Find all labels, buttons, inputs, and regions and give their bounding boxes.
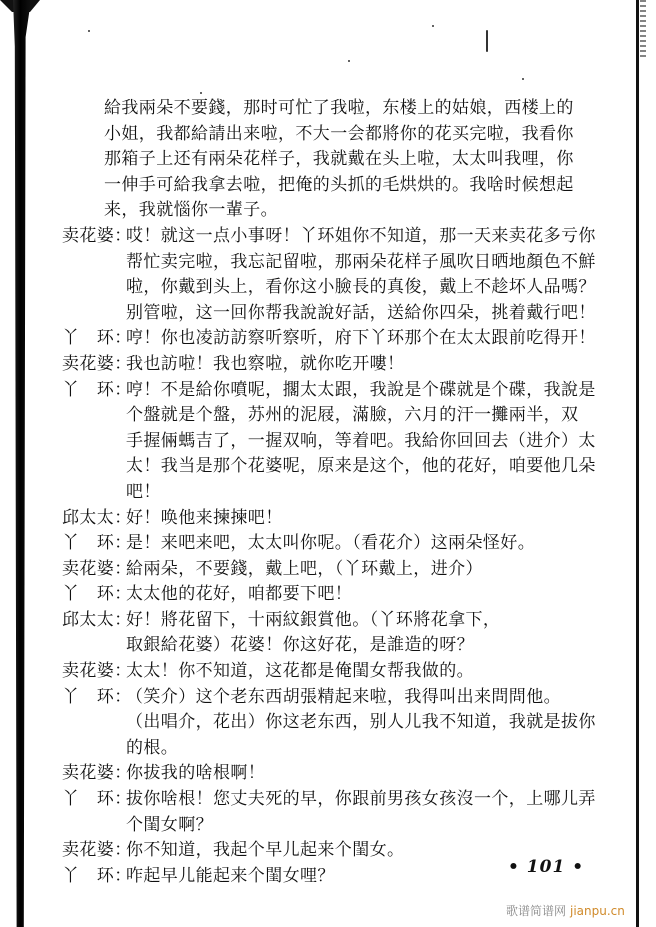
speech-text: 咋起早儿能起来个閨女哩？ [126,865,335,886]
dialogue-turn [62,787,632,838]
speech-continuation: 的根。 [126,737,179,758]
dialogue-turn [62,531,632,557]
dialogue-line [62,582,632,608]
speech-text: 我也訪啦！我也察啦，就你吃开嘍！ [126,353,405,374]
speech-text: 好！唤他来揀揀吧！ [126,507,283,528]
speech-text: 哎！就这一点小事呀！丫环姐你不知道，那一天来卖花多亏你 [126,225,596,246]
speech-continuation: 个盤就是个盤，苏州的泥屐，滿臉，六月的汗一攤兩半，双 [126,405,579,426]
dialogue-turn [62,352,632,378]
dialogue-line [62,352,632,378]
speaker-name: 卖花婆： [62,353,132,374]
text-line: 小姐，我都給請出来啦，不大一会都將你的花买完啦，我看你 [104,123,574,144]
speaker-name: 丫 环： [62,686,132,707]
watermark-url: jianpu.cn [570,904,625,918]
speaker-name: 卖花婆： [62,840,132,861]
script-page-body [62,96,632,889]
dialogue-turn [62,224,632,326]
speaker-name: 卖花婆： [62,661,132,682]
text-line: 那箱子上还有兩朵花样子，我就戴在头上啦，太太叫我哩，你 [104,149,574,170]
speech-text: 你拔我的啥根啊！ [126,763,266,784]
speaker-name: 邱太太： [62,609,132,630]
dialogue-line [62,557,632,583]
speech-text: 哼！你也凌訪訪察听察听，府下丫环那个在太太跟前吃得开！ [126,328,596,349]
speech-text: 太太他的花好，咱都要下吧！ [126,584,353,605]
dialogue-turn [62,557,632,583]
dialogue-line [62,326,632,352]
speech-text: 你不知道，我起个早儿起来个閨女。 [126,840,405,861]
speaker-name: 邱太太： [62,507,132,528]
dialogue-turn [62,582,632,608]
dialogue-turn [62,761,632,787]
speaker-name: 丫 环： [62,533,132,554]
scan-speck [88,30,90,32]
dialogue-turn [62,608,632,659]
dialogue-list [62,224,632,889]
scan-speck [348,60,350,62]
speech-continuation: 个閨女啊？ [126,814,213,835]
speech-text: 哼！不是給你噴呢，擱太太跟，我說是个碟就是个碟，我說是 [126,379,596,400]
text-line: 来，我就惱你一輩子。 [104,200,278,221]
dialogue-line [62,787,632,813]
speaker-name: 丫 环： [62,865,132,886]
speech-continuation: 取銀給花婆）花婆！你这好花，是誰造的呀？ [126,635,474,656]
speech-continuation: 太！我当是那个花婆呢，原来是这个，他的花好，咱要他几朵 [126,456,596,477]
speech-text: （笑介）这个老东西胡張精起来啦，我得叫出来問問他。 [126,686,561,707]
dialogue-line [62,608,632,634]
dialogue-line [62,685,632,711]
speaker-name: 卖花婆： [62,225,132,246]
scan-mark [486,30,488,52]
speech-continuation: 别管啦，这一回你帮我說說好話，送給你四朵，挑着戴行吧！ [126,302,596,323]
dialogue-line [62,378,632,404]
dialogue-line [62,531,632,557]
dialogue-line [62,506,632,532]
text-line: 給我兩朵不要錢，那时可忙了我啦，东楼上的姑娘，西楼上的 [104,98,574,118]
dialogue-line [62,761,632,787]
page-edge-noise [640,0,646,60]
speech-continuation: 吧！ [126,481,161,502]
dialogue-line [62,224,632,250]
page-number: • 101 • [508,857,585,877]
page-edge-line [636,0,639,927]
continuation-paragraph [62,96,632,224]
speaker-name: 丫 环： [62,584,132,605]
speech-text: 拔你啥根！您丈夫死的早，你跟前男孩女孩沒一个，上哪儿弄 [126,789,596,810]
speaker-name: 卖花婆： [62,558,132,579]
speech-text: 好！將花留下，十兩紋銀賞他。（丫环將花拿下， [126,609,501,630]
page-number-value: 101 [526,857,566,877]
dialogue-turn [62,326,632,352]
speaker-name: 卖花婆： [62,763,132,784]
speech-text: 太太！你不知道，这花都是俺閨女帮我做的。 [126,661,474,682]
dialogue-turn [62,378,632,506]
speech-text: 給兩朵，不要錢，戴上吧，（丫环戴上，进介） [126,558,483,579]
scan-speck [522,78,524,80]
scan-speck [200,92,202,94]
book-binding-shadow [13,0,31,927]
dialogue-turn [62,659,632,685]
text-line: 一伸手可給我拿去啦，把俺的头抓的毛烘烘的。我啥时候想起 [104,174,574,195]
speaker-name: 丫 环： [62,328,132,349]
dialogue-turn [62,506,632,532]
speech-continuation: 帮忙卖完啦，我忘記留啦，那兩朵花样子風吹日晒地顏色不鮮 [126,251,596,272]
watermark-text: 歌谱简谱网 [506,904,567,918]
dialogue-line [62,659,632,685]
speaker-name: 丫 环： [62,379,132,400]
speech-continuation: 手握倆螞吉了，一握双响，等着吧。我給你回回去（进介）太 [126,430,596,451]
speech-continuation: 啦，你戴到头上，看你这小臉長的真俊，戴上不趁坏人品嗎？ [126,277,596,298]
scan-speck [432,25,434,27]
watermark [506,902,625,919]
dialogue-turn [62,685,632,762]
speech-text: 是！来吧来吧，太太叫你呢。（看花介）这兩朵怪好。 [126,533,536,554]
speech-continuation: （出唱介，花出）你这老东西，别人儿我不知道，我就是拔你 [126,712,596,733]
speaker-name: 丫 环： [62,789,132,810]
